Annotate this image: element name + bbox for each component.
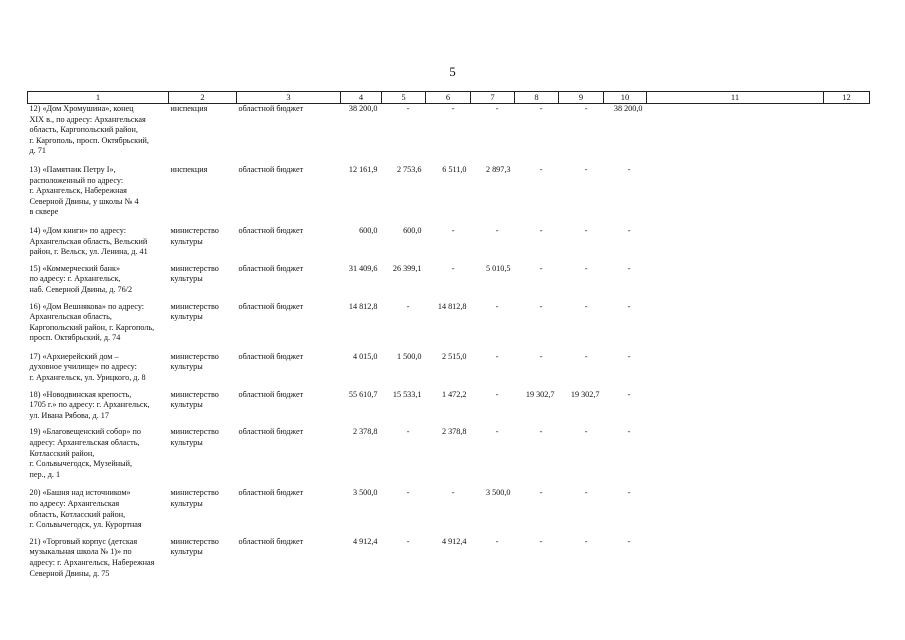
amount-cell: - [406,536,410,546]
amount-cell: - [406,427,410,437]
object-cell: 20) «Башня над источником» по адресу: Архангельская область, Котласский район, г. Сольвычегодск, ул. Курортная [29,488,142,530]
amount-cell: - [584,488,588,498]
column-header: 1 [28,92,169,104]
amount-cell: - [627,263,631,273]
amount-cell: - [584,263,588,273]
table-row [28,488,870,536]
object-cell: 19) «Благовещенский собор» по адресу: Архангельская область, Котласский район, г. Сольвычегодск, Музейный, пер., д. 1 [29,427,142,479]
amount-cell: 1 472,2 [441,389,467,399]
amount-cell: - [584,225,588,235]
object-cell: 18) «Новодвинская крепость, 1705 г.» по адресу: г. Архангельск, ул. Ивана Рябова, д. 17 [29,389,150,420]
total-cell: 3 500,0 [352,488,378,498]
empty-cell [647,390,824,428]
total-cell: 2 378,8 [352,427,378,437]
funding-source-cell: областной бюджет [238,164,304,174]
amount-cell: - [627,488,631,498]
empty-cell [647,104,824,165]
amount-cell: - [539,104,543,113]
executor-cell: министерство культуры [170,263,219,284]
executor-cell: министерство культуры [170,351,219,372]
amount-cell: 2 378,8 [441,427,467,437]
empty-cell [824,226,870,264]
empty-cell [824,427,870,488]
funding-source-cell: областной бюджет [238,225,304,235]
amount-cell: - [584,536,588,546]
funding-source-cell: областной бюджет [238,351,304,361]
table-row [28,537,870,579]
amount-cell: - [451,225,455,235]
empty-cell [647,226,824,264]
empty-cell [647,264,824,302]
amount-cell: - [539,351,543,361]
amount-cell: - [584,427,588,437]
amount-cell: - [627,164,631,174]
empty-cell [647,302,824,352]
column-number-row [28,92,870,104]
funding-source-cell: областной бюджет [238,263,304,273]
amount-cell: 3 500,0 [485,488,511,498]
amount-cell: - [627,389,631,399]
empty-cell [824,352,870,390]
column-header: 12 [824,92,870,104]
amount-cell: - [406,104,410,113]
table-row [28,165,870,226]
amount-cell: - [539,488,543,498]
column-header: 4 [341,92,382,104]
table-row [28,390,870,428]
object-cell: 15) «Коммерческий банк» по адресу: г. Архангельск, наб. Северной Двины, д. 76/2 [29,263,133,294]
amount-cell: 2 897,3 [485,164,511,174]
amount-cell: 1 500,0 [396,351,422,361]
amount-cell: - [584,301,588,311]
total-cell: 38 200,0 [348,104,378,113]
total-cell: 14 812,8 [348,301,378,311]
column-header: 10 [604,92,647,104]
amount-cell: 14 812,8 [437,301,467,311]
amount-cell: - [495,104,499,113]
table-row [28,427,870,488]
column-header: 6 [426,92,471,104]
amount-cell: 19 302,7 [525,389,555,399]
column-header: 7 [471,92,515,104]
executor-cell: инспекция [170,164,208,174]
empty-cell [824,264,870,302]
program-table [27,91,870,579]
object-cell: 13) «Памятник Петру I», расположенный по адресу: г. Архангельск, Набережная Северной Двины, у школы № 4 в сквере [29,164,139,217]
amount-cell: - [584,164,588,174]
column-header: 3 [237,92,341,104]
amount-cell: - [539,164,543,174]
page-number: 5 [449,64,456,79]
executor-cell: министерство культуры [170,301,219,322]
table-body [28,104,870,580]
amount-cell: 2 515,0 [441,351,467,361]
funding-source-cell: областной бюджет [238,389,304,399]
empty-cell [647,352,824,390]
empty-cell [647,165,824,226]
table-row [28,302,870,352]
amount-cell: 19 302,7 [570,389,600,399]
executor-cell: министерство культуры [170,488,219,508]
amount-cell: - [495,301,499,311]
empty-cell [824,488,870,536]
amount-cell: - [495,536,499,546]
table-row [28,352,870,390]
object-cell: 16) «Дом Вешнякова» по адресу: Архангельская область, Каргопольский район, г. Каргополь, просп. Октябрьский, д. 74 [29,301,155,343]
executor-cell: министерство культуры [170,427,219,448]
funding-source-cell: областной бюджет [238,104,304,113]
amount-cell: 15 533,1 [392,389,422,399]
empty-cell [824,537,870,579]
column-header: 5 [382,92,426,104]
funding-source-cell: областной бюджет [238,488,304,498]
object-cell: 14) «Дом книги» по адресу: Архангельская область, Вельский район, г. Вельск, ул. Ленина, д. 41 [29,225,148,257]
funding-source-cell: областной бюджет [238,301,304,311]
amount-cell: - [495,389,499,399]
amount-cell: - [406,488,410,498]
amount-cell: - [539,263,543,273]
amount-cell: - [495,351,499,361]
empty-cell [647,488,824,536]
object-cell: 21) «Торговый корпус (детская музыкальная школа № 1)» по адресу: г. Архангельск, Набережная Северной Двины, д. 75 [29,536,155,578]
table-row [28,104,870,165]
funding-source-cell: областной бюджет [238,536,304,546]
amount-cell: 5 010,5 [485,263,511,273]
amount-cell: - [539,427,543,437]
table-row [28,226,870,264]
amount-cell: - [495,225,499,235]
amount-cell: - [539,301,543,311]
funding-source-cell: областной бюджет [238,427,304,437]
table-row [28,264,870,302]
total-cell: 600,0 [359,225,378,235]
amount-cell: - [627,301,631,311]
empty-cell [824,165,870,226]
amount-cell: - [627,427,631,437]
object-cell: 17) «Архиерейский дом – духовное училище» по адресу: г. Архангельск, ул. Урицкого, д. 8 [29,351,146,383]
column-header: 11 [647,92,824,104]
amount-cell: - [627,536,631,546]
amount-cell: - [451,263,455,273]
amount-cell: 600,0 [403,225,422,235]
amount-cell: - [451,104,455,113]
total-cell: 4 912,4 [352,536,378,546]
amount-cell: - [495,427,499,437]
column-header: 2 [169,92,237,104]
amount-cell: 38 200,0 [613,104,643,113]
amount-cell: - [584,104,588,113]
empty-cell [824,302,870,352]
executor-cell: министерство культуры [170,389,219,410]
empty-cell [824,390,870,428]
executor-cell: министерство культуры [170,225,219,246]
total-cell: 31 409,6 [348,263,378,273]
amount-cell: - [406,301,410,311]
object-cell: 12) «Дом Хромушина», конец XIX в., по адресу: Архангельская область, Каргопольский район, г. Каргополь, просп. Октябрьский, д. 71 [29,104,149,156]
amount-cell: - [451,488,455,498]
amount-cell: - [627,225,631,235]
amount-cell: - [539,225,543,235]
executor-cell: министерство культуры [170,536,219,557]
amount-cell: 4 912,4 [441,536,467,546]
amount-cell: - [539,536,543,546]
executor-cell: инспекция [170,104,208,113]
empty-cell [647,427,824,488]
total-cell: 55 610,7 [348,389,378,399]
empty-cell [824,104,870,165]
amount-cell: 2 753,6 [396,164,422,174]
total-cell: 4 015,0 [352,351,378,361]
amount-cell: 26 399,1 [392,263,422,273]
total-cell: 12 161,9 [348,164,378,174]
column-header: 9 [559,92,604,104]
amount-cell: - [627,351,631,361]
empty-cell [647,537,824,579]
amount-cell: - [584,351,588,361]
amount-cell: 6 511,0 [442,164,467,174]
column-header: 8 [515,92,559,104]
